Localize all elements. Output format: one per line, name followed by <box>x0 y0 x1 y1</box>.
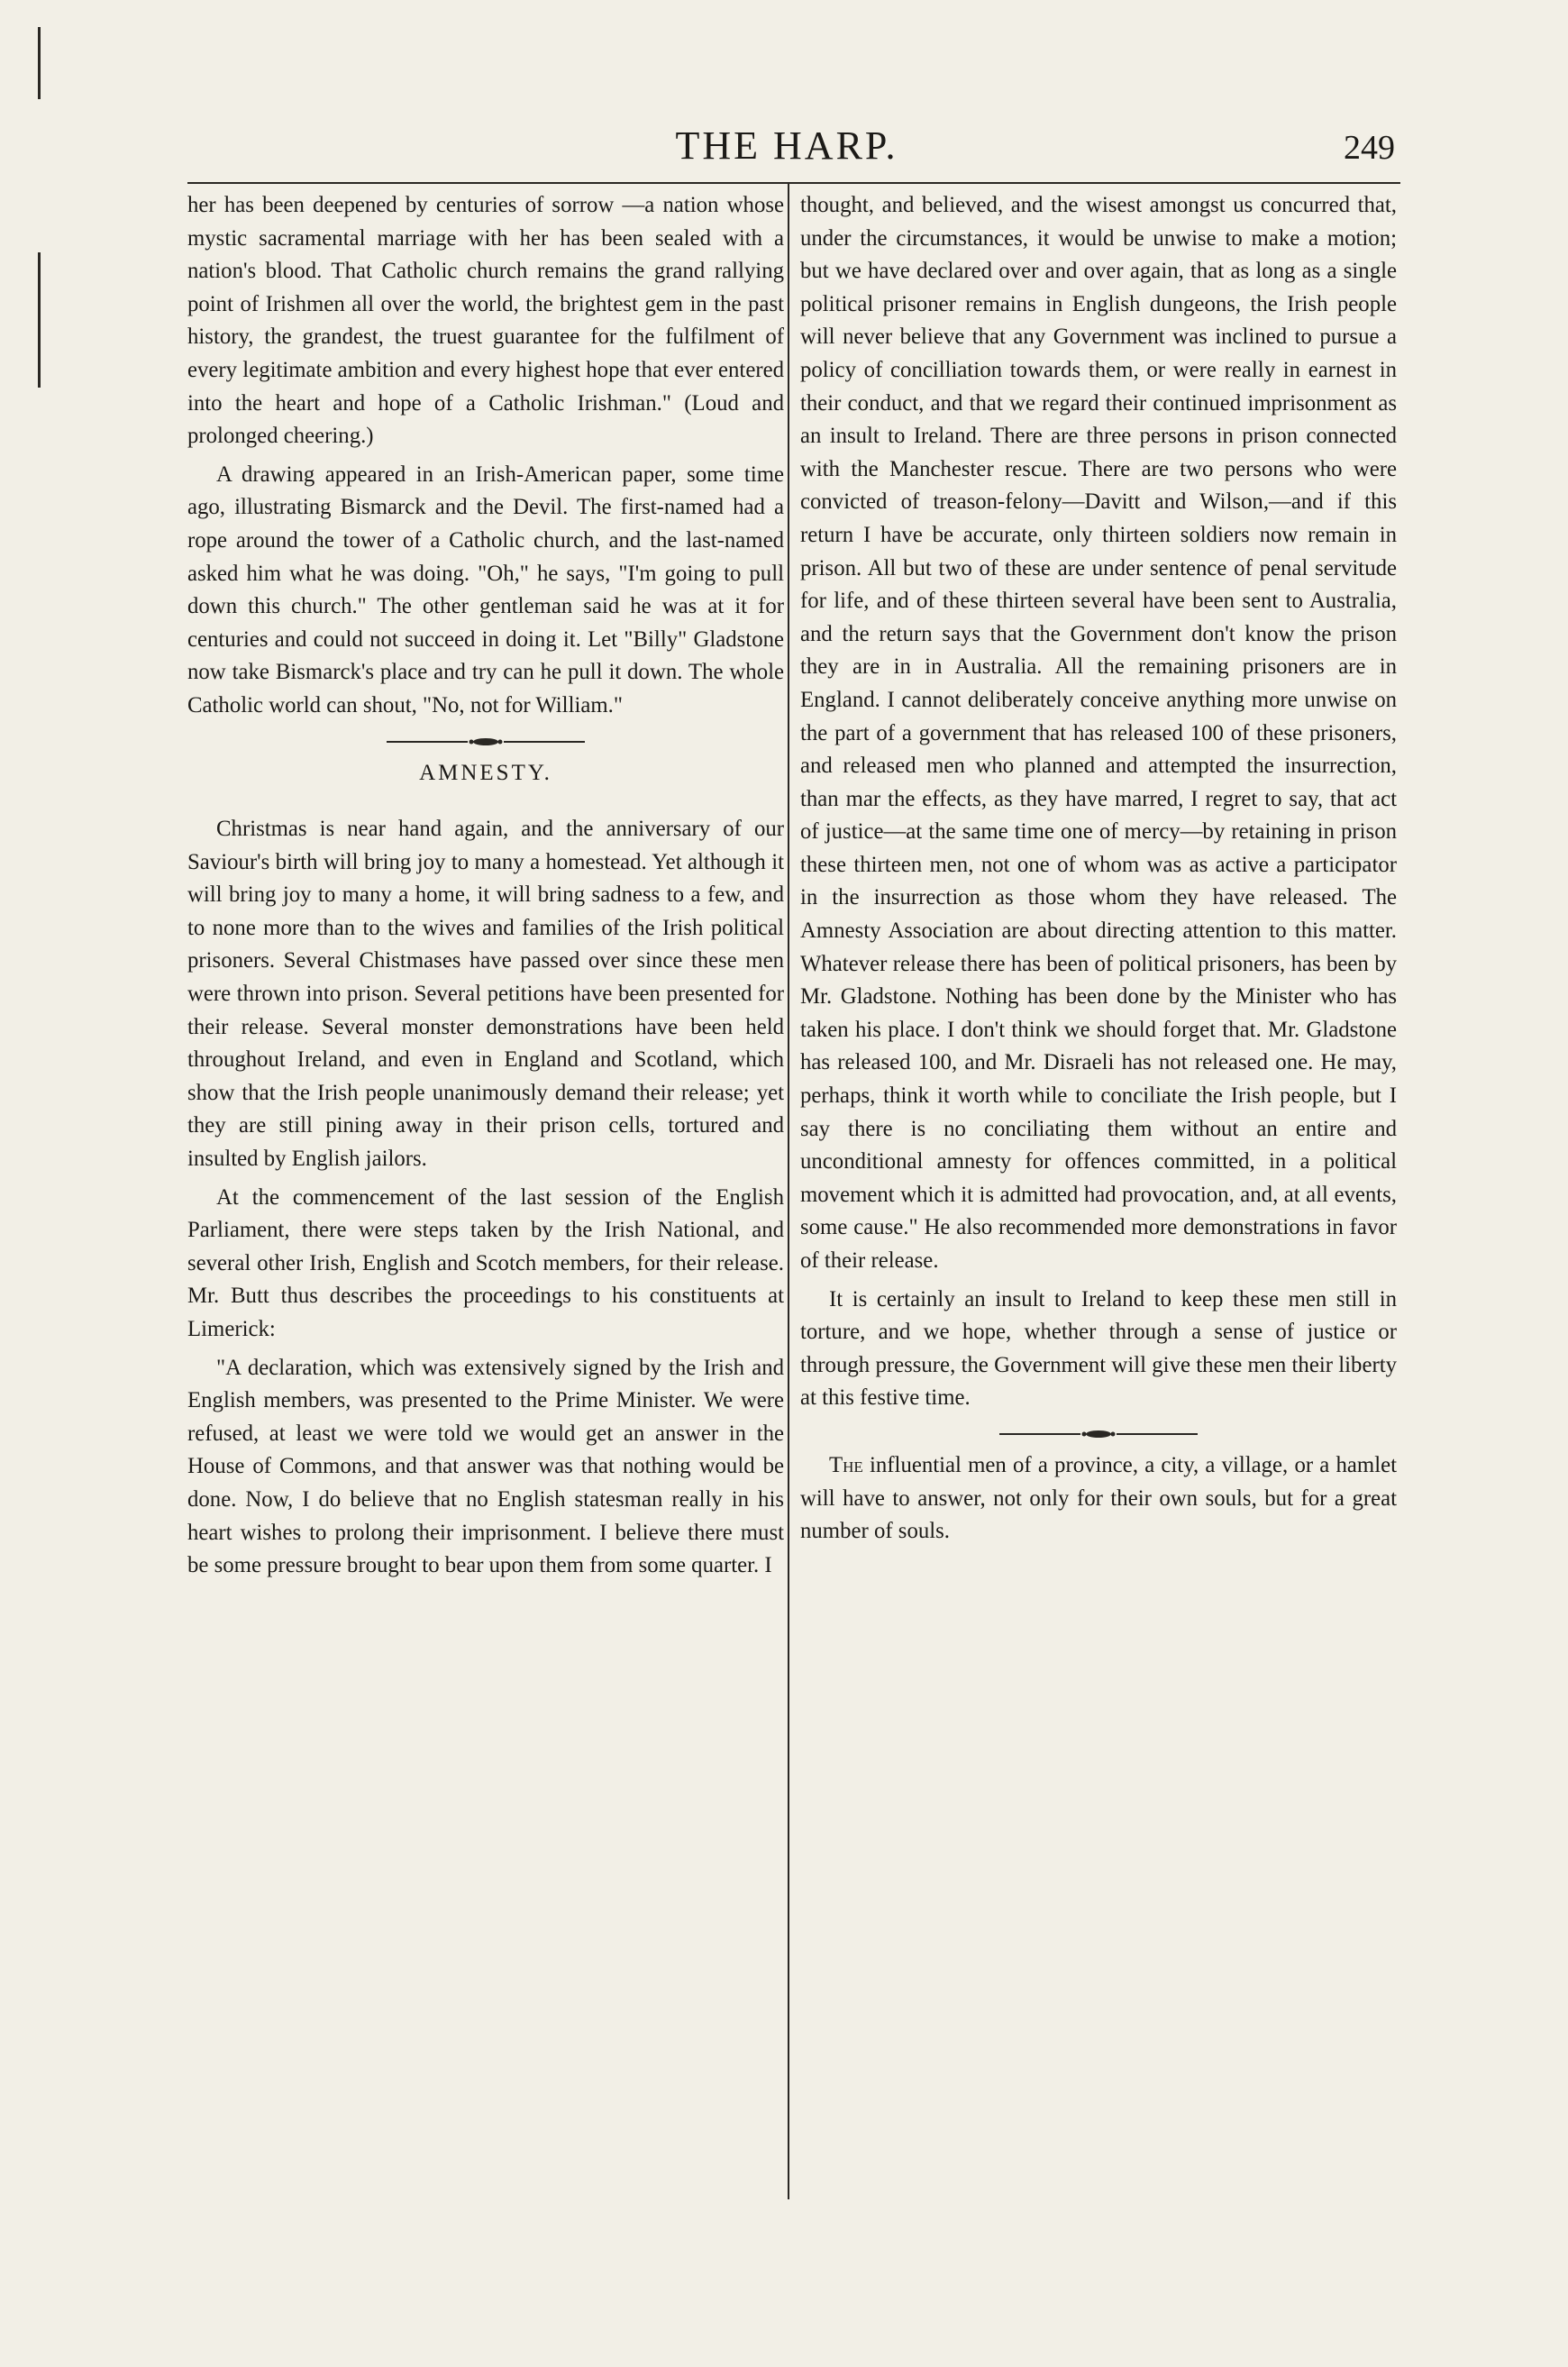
paragraph: her has been deepened by centuries of sorrow —a nation whose mystic sacramental marriage with her has been sealed with a nation's blood. That Catholic church remains the grand rallying point of Irishmen all over the world, the brightest gem in the past history, the grandest, the truest guarantee for the fulfilment of every legitimate ambition and every highest hope that ever entered into the heart and hope of a Catholic Irishman." (Loud and prolonged cheering.) <box>187 193 784 449</box>
running-title: THE HARP. <box>675 123 898 168</box>
ornament-divider <box>999 1428 1198 1440</box>
margin-mark <box>38 27 41 99</box>
left-column <box>187 189 784 1588</box>
paragraph: thought, and believed, and the wisest amongst us concurred that, under the circumstances, it would be unwise to make a motion; but we have declared over and over again, that as long as a single political prisoner remains in English dungeons, the Irish people will never believe that any Government was inclined to pursue a policy of concilliation towards them, or were really in earnest in their conduct, and that we regard their continued imprisonment as an insult to Ireland. There are three persons in prison connected with the Manchester rescue. There are two persons who were convicted of treason-felony—Davitt and Wilson,—and if this return I have be accurate, only thirteen soldiers now remain in prison. All but two of these are under sentence of penal servitude for life, and of these thirteen several have been sent to Australia, and the return says that the Government don't know the prison they are in in Australia. All the remaining prisoners are in England. I cannot deliberately conceive anything more unwise on the part of a government that has released 100 of these prisoners, and released men who planned and attempted the insurrection, than mar the effects, as they have marred, I regret to say, that act of justice—at the same time one of mercy—by retaining in prison these thirteen men, not one of whom was as active a participator in the insurrection as those whom they have released. The Amnesty Association are about directing attention to this matter. Whatever release there has been of political prisoners, has been by Mr. Gladstone. Nothing has been done by the Minister who has taken his place. I don't think we should forget that. Mr. Gladstone has released 100, and Mr. Disraeli has not released one. He may, perhaps, think it worth while to conciliate the Irish people, but I say there is no conciliating them without an entire and unconditional amnesty for offences committed, in a political movement which it is admitted had provocation, and, at all events, some cause." He also recommended more demonstrations in favor of their release. <box>800 193 1397 1273</box>
section-heading-amnesty: AMNESTY. <box>419 760 552 785</box>
ornament-divider <box>387 736 585 748</box>
column-rule <box>788 184 789 2199</box>
paragraph: At the commencement of the last session of the English Parliament, there were steps taken by the Irish National, and several other Irish, English and Scotch members, for their release. Mr. Butt thus describes the proceedings to his constituents at Limerick: <box>187 1184 784 1341</box>
paragraph: A drawing appeared in an Irish-American paper, some time ago, illustrating Bismarck and the Devil. The first-named had a rope around the tower of a Catholic church, and the last-named asked him what he was doing. "Oh," he says, "I'm going to pull down this church." The other gentleman said he was at it for centuries and could not succeed in doing it. Let "Billy" Gladstone now take Bismarck's place and try can he pull it down. The whole Catholic world can shout, "No, not for William." <box>187 462 784 717</box>
running-head <box>178 119 1395 173</box>
page-number: 249 <box>1344 129 1395 167</box>
quoted-paragraph: "A declaration, which was extensively signed by the Irish and English members, was presented to the Prime Minister. We were refused, at least we were told we would get an answer in the House of Commons, and that answer was that nothing would be done. Now, I do believe that no English statesman really in his heart wishes to prolong their imprisonment. I believe there must be some pressure brought to bear upon them from some quarter. I <box>187 1355 784 1578</box>
right-column <box>800 189 1397 1554</box>
margin-mark <box>38 252 41 388</box>
paragraph: It is certainly an insult to Ireland to keep these men still in torture, and we hope, whether through a sense of justice or through pressure, the Government will give these men their liberty at this festive time. <box>800 1286 1397 1411</box>
lead-word: The <box>829 1452 863 1477</box>
paragraph-text: influential men of a province, a city, a village, or a hamlet will have to answer, not only for their own souls, but for a great number of souls. <box>800 1452 1397 1544</box>
paragraph <box>800 1449 1397 1549</box>
paragraph: Christmas is near hand again, and the anniversary of our Saviour's birth will bring joy to many a homestead. Yet although it will bring joy to many a home, it will bring sadness to a few, and to none more than to the wives and families of the Irish political prisoners. Several Chistmases have passed over since these men were thrown into prison. Several petitions have been presented for their release. Several monster demonstrations have been held throughout Ireland, and even in England and Scotland, which show that the Irish people unanimously demand their release; yet they are still pining away in their prison cells, tortured and insulted by English jailors. <box>187 817 784 1172</box>
header-rule <box>187 182 1400 184</box>
